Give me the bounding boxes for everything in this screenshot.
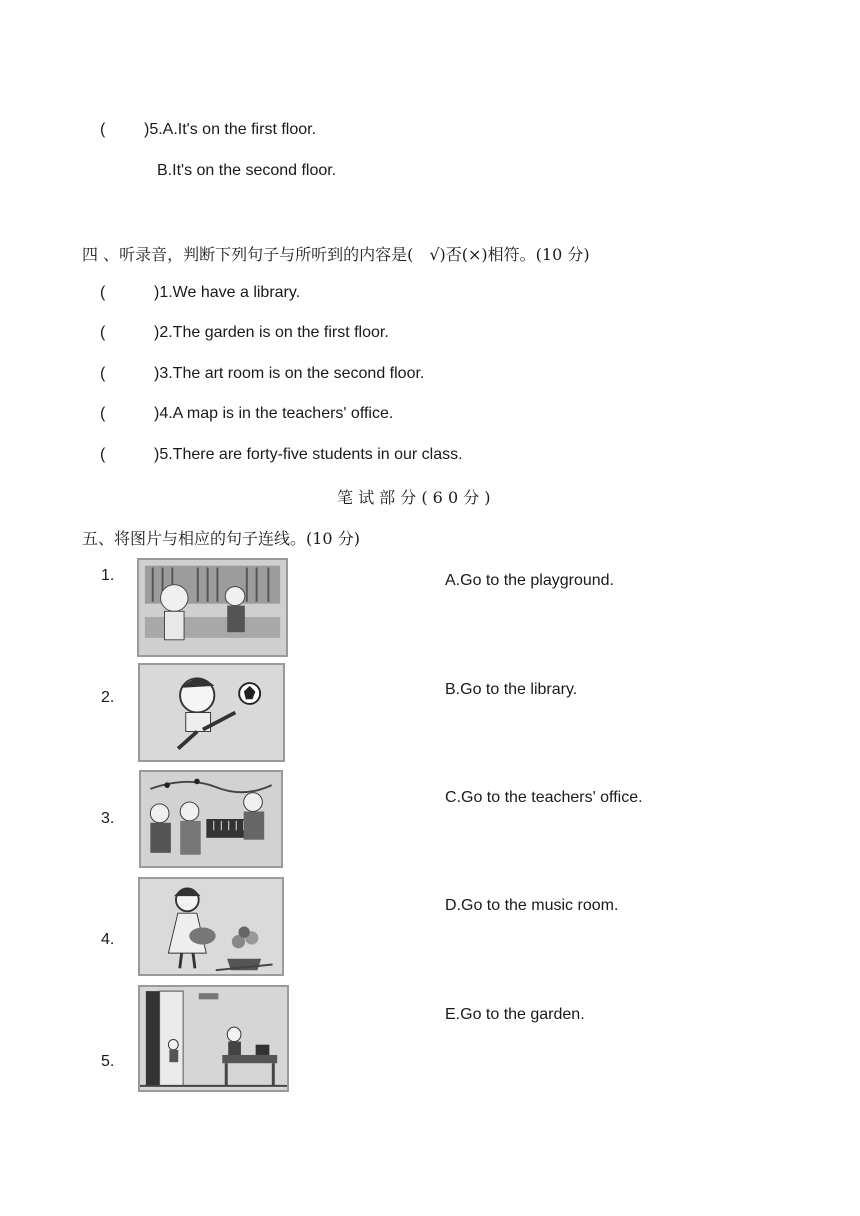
section4-title: 四 、听录音，判断下列句子与所听到的内容是( √)否(×)相符。(10 分) <box>82 245 590 264</box>
football-boy-picture <box>138 663 285 762</box>
s4-item-4: )4.A map is in the teachers' office. <box>154 405 394 422</box>
picture-number-1: 1. <box>101 567 115 584</box>
picture-number-2: 2. <box>101 689 115 706</box>
s3-q5-option-b: B.It's on the second floor. <box>157 162 337 179</box>
s4-item-2: )2.The garden is on the first floor. <box>154 324 389 341</box>
garden-girl-picture <box>138 877 284 976</box>
s4-item-1-paren: ( <box>100 284 106 301</box>
s4-item-5-paren: ( <box>100 446 106 463</box>
picture-number-4: 4. <box>101 931 115 948</box>
written-part-header: 笔 试 部 分 ( 6 0 分 ) <box>337 488 491 507</box>
library-scene-picture <box>137 558 288 657</box>
option-c: C.Go to the teachers' office. <box>445 789 643 806</box>
option-b: B.Go to the library. <box>445 681 578 698</box>
section5-title: 五、将图片与相应的句子连线。(10 分) <box>82 529 360 548</box>
s4-item-5: )5.There are forty-five students in our class. <box>154 446 463 463</box>
s4-item-2-paren: ( <box>100 324 106 341</box>
s4-item-4-paren: ( <box>100 405 106 422</box>
office-scene-picture <box>138 985 289 1092</box>
s3-q5-option-a: )5.A.It's on the first floor. <box>144 121 317 138</box>
s4-item-3-paren: ( <box>100 365 106 382</box>
picture-number-3: 3. <box>101 810 115 827</box>
option-a: A.Go to the playground. <box>445 572 614 589</box>
s4-item-1: )1.We have a library. <box>154 284 301 301</box>
picture-number-5: 5. <box>101 1053 115 1070</box>
s4-item-3: )3.The art room is on the second floor. <box>154 365 425 382</box>
music-room-picture <box>139 770 283 868</box>
option-d: D.Go to the music room. <box>445 897 619 914</box>
s3-q5-paren: ( <box>100 121 106 138</box>
option-e: E.Go to the garden. <box>445 1006 585 1023</box>
